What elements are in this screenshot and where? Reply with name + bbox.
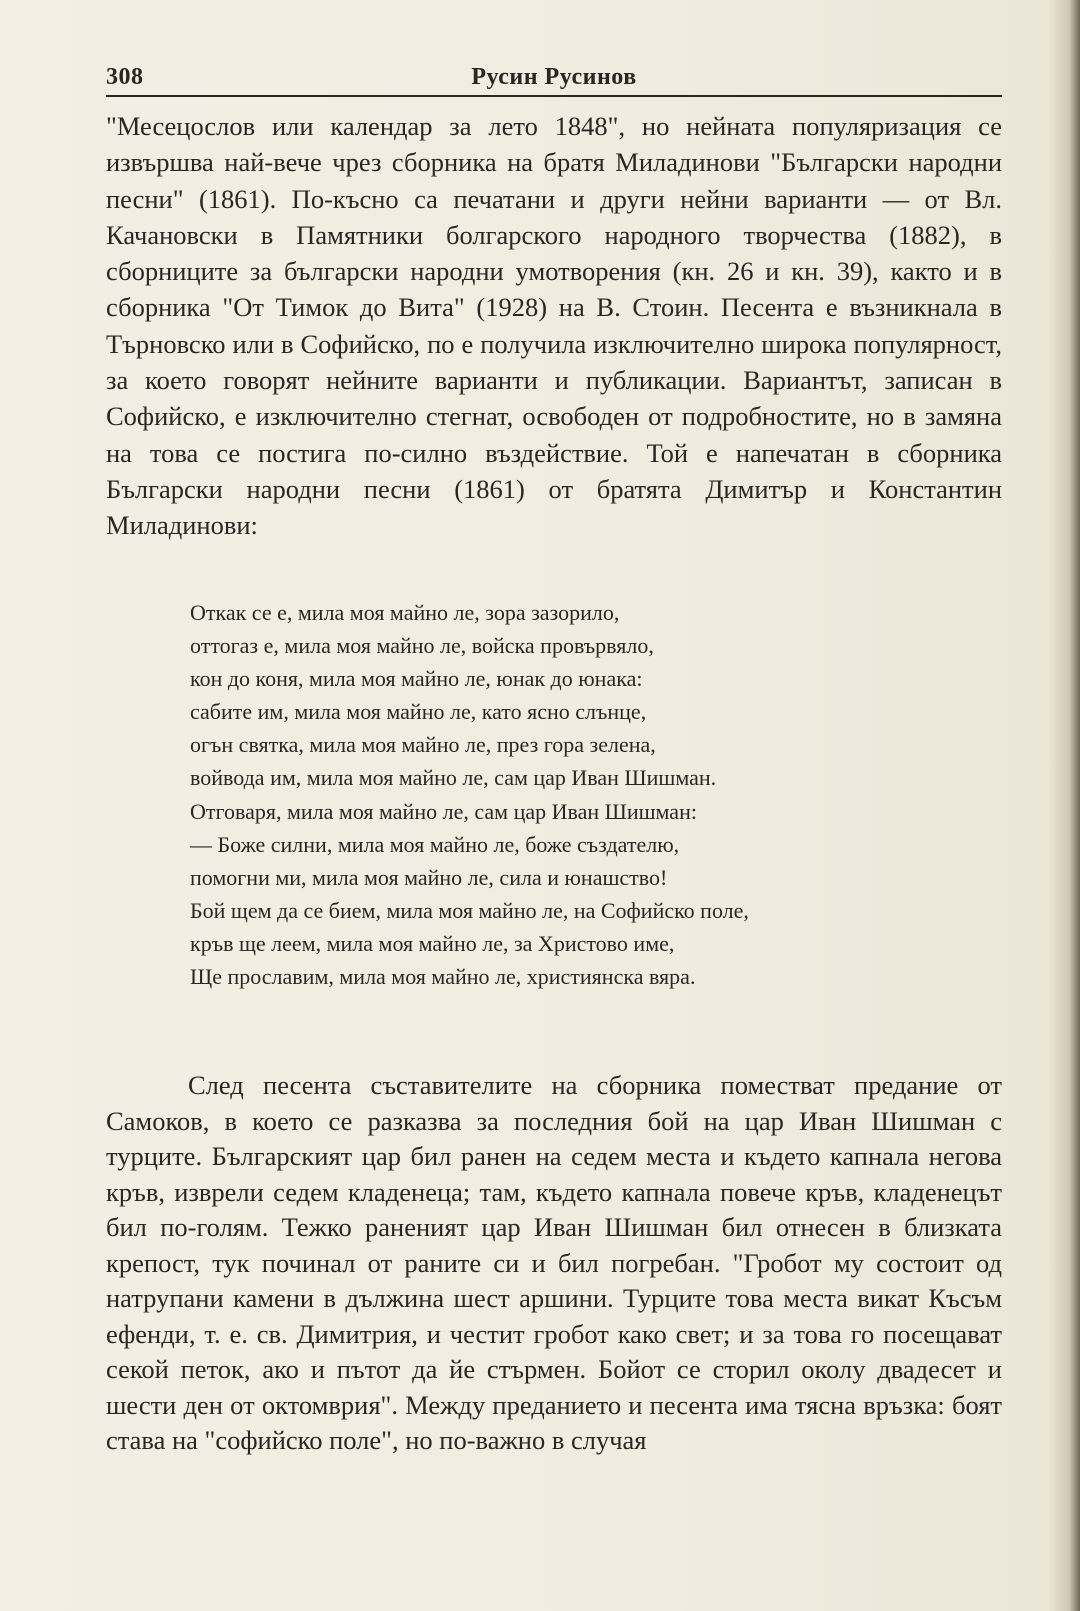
verse-line: — Боже силни, мила моя майно ле, боже създателю, — [190, 831, 680, 857]
running-title: Русин Русинов — [471, 64, 637, 90]
page-header — [106, 62, 1002, 96]
verse-line: огън святка, мила моя майно ле, през гора зелена, — [190, 732, 656, 758]
song-verse — [190, 596, 970, 993]
page-number: 308 — [106, 64, 144, 90]
paragraph-1: "Месецослов или календар за лето 1848", но нейната популяризация се извършва най-вече чрез сборника на братя Миладинови "Български народни песни" (1861). По-късно са печатани и други нейни варианти — от Вл. Качановски в Памятники болгарского народного творчества (1882), в сборниците за български народни умотворения (кн. 26 и кн. 39), както и в сборника "От Тимок до Вита" (1928) на В. Стоин. Песента е възникнала в Търновско или в Софийско, по е получила изключително широка популярност, за което говорят нейните варианти и публикации. Вариантът, записан в Софийско, е изключително стегнат, освободен от подробностите, но в замяна на това се постига по-силно въздействие. Той е напечатан в сборника Български народни песни (1861) от братята Димитър и Константин Миладинови: — [106, 111, 1002, 541]
verse-line: оттогаз е, мила моя майно ле, войска провървяло, — [190, 633, 654, 659]
header-rule — [106, 95, 1002, 97]
verse-line: Ще прославим, мила моя майно ле, християнска вяра. — [190, 964, 696, 990]
verse-line: помогни ми, мила моя майно ле, сила и юнашство! — [190, 864, 668, 890]
verse-line: Бой щем да се бием, мила моя майно ле, на Софийско поле, — [190, 897, 749, 923]
verse-line: войвода им, мила моя майно ле, сам цар Иван Шишман. — [190, 765, 717, 791]
verse-line: кон до коня, мила моя майно ле, юнак до юнака: — [190, 666, 643, 692]
verse-line: сабите им, мила моя майно ле, като ясно слънце, — [190, 699, 647, 725]
verse-line: Отговаря, мила моя майно ле, сам цар Иван Шишман: — [190, 798, 697, 824]
verse-line: кръв ще леем, мила моя майно ле, за Христово име, — [190, 930, 675, 956]
page-edge — [1070, 0, 1080, 1611]
verse-line: Откак се е, мила моя майно ле, зора зазорило, — [190, 600, 620, 625]
body-text-continued — [106, 1068, 1002, 1459]
body-text — [106, 108, 1002, 544]
paragraph-2: След песента съставителите на сборника поместват предание от Самоков, в което се разказва за последния бой на цар Иван Шишман с турците. Българският цар бил ранен на седем места и където капнала негова кръв, изврели седем кладенеца; там, където капнала повече кръв, кладенецът бил по-голям. Тежко раненият цар Иван Шишман бил отнесен в близката крепост, тук починал от раните си и бил погребан. "Гробот му состоит од натрупани камени в дължина шест аршини. Турците това места викат Късъм ефенди, т. е. св. Димитрия, и честит гробот како свет; и за това го посещават секой петок, ако и пътот да йе стърмен. Бойот се сторил околу двадесет и шести ден от октомврия". Между преданието и песента има тясна връзка: боят става на "софийско поле", но по-важно в случая — [106, 1070, 1002, 1455]
